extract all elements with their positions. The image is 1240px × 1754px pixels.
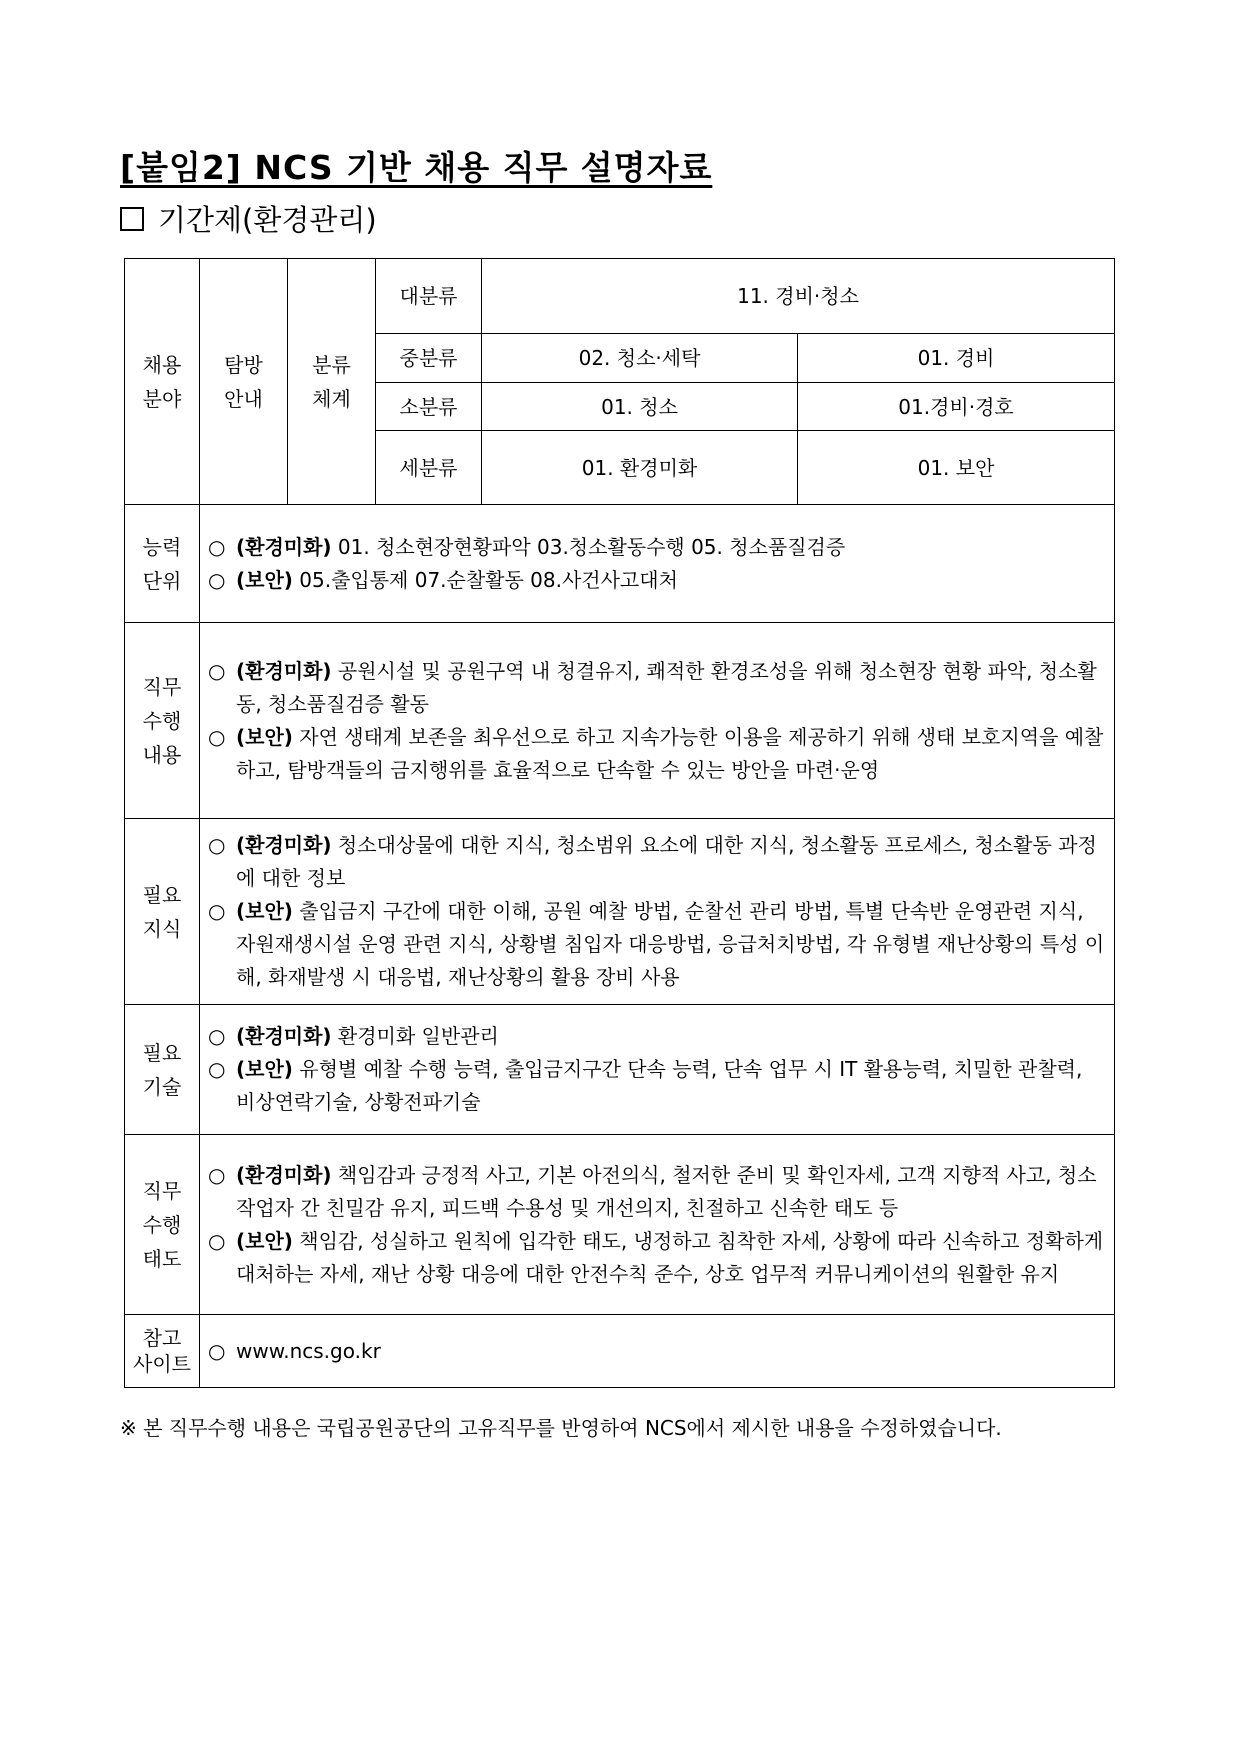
section-heading [120, 198, 377, 239]
item-text [236, 1053, 1106, 1119]
detail-value-cleaning: 01. 환경미화 [482, 431, 798, 505]
job-description-table [124, 258, 1115, 1388]
item-body: 자연 생태계 보존을 최우선으로 하고 지속가능한 이용을 제공하기 위해 생태 보호지역을 예찰하고, 탐방객들의 금지행위를 효율적으로 단속할 수 있는 방안을 마련·운영 [236, 724, 1104, 782]
section-header-text: 참고 사이트 [133, 1326, 191, 1376]
list-item [208, 531, 1106, 564]
section-content-attitude [200, 1135, 1115, 1315]
list-item [208, 655, 1106, 721]
major-value: 11. 경비·청소 [482, 259, 1115, 334]
department: 탐방 안내 [224, 352, 263, 411]
list-item [208, 721, 1106, 787]
item-body: 청소대상물에 대한 지식, 청소범위 요소에 대한 지식, 청소활동 프로세스, 청소활동 과정에 대한 정보 [236, 833, 1097, 890]
list-item [208, 1159, 1106, 1225]
section-row-skills [125, 1005, 1115, 1135]
item-body: 01. 청소현장현황파악 03.청소활동수행 05. 청소품질검증 [331, 534, 846, 559]
circle-bullet-icon: ○ [208, 567, 226, 592]
minor-value-cleaning: 01. 청소 [482, 383, 798, 431]
section-header-text: 필요 지식 [142, 882, 182, 941]
item-body: 책임감과 긍정적 사고, 기본 아전의식, 철저한 준비 및 확인자세, 고객 지향적 사고, 청소 작업자 간 친밀감 유지, 피드백 수용성 및 개선의지, 친절하고 신속한 태도 등 [236, 1162, 1097, 1220]
item-text [236, 1225, 1106, 1291]
circle-bullet-icon: ○ [208, 899, 226, 923]
item-text [236, 1159, 1106, 1225]
item-category-label: (보안) [236, 1228, 293, 1253]
item-category-label: (환경미화) [236, 534, 332, 559]
field-header: 채용 분야 [142, 352, 182, 411]
list-item [208, 1335, 1106, 1368]
section-row-reference [125, 1315, 1115, 1388]
section-header-text: 직무 수행 태도 [142, 1178, 182, 1271]
circle-bullet-icon: ○ [208, 658, 226, 683]
major-label: 대분류 [376, 259, 482, 334]
item-category-label: (환경미화) [236, 658, 332, 683]
item-body: 환경미화 일반관리 [331, 1024, 499, 1048]
item-category-label: (보안) [236, 899, 293, 923]
section-row-knowledge [125, 819, 1115, 1005]
section-content-skills [200, 1005, 1115, 1135]
section-header-ability [125, 505, 200, 623]
list-item [208, 829, 1106, 895]
section-header-attitude [125, 1135, 200, 1315]
item-category-label: (환경미화) [236, 1024, 332, 1048]
item-category-label: (보안) [236, 1057, 293, 1081]
item-text [236, 564, 1106, 597]
item-text [236, 1335, 1106, 1368]
item-body: www.ncs.go.kr [236, 1338, 381, 1363]
item-body: 05.출입통제 07.순찰활동 08.사건사고대처 [292, 567, 678, 592]
list-item [208, 564, 1106, 597]
item-text [236, 1020, 1106, 1053]
item-text [236, 655, 1106, 721]
section-heading-text: 기간제(환경관리) [158, 203, 377, 237]
middle-value-security: 01. 경비 [798, 334, 1115, 383]
detail-label: 세분류 [376, 431, 482, 505]
circle-bullet-icon: ○ [208, 1024, 226, 1048]
minor-value-security: 01.경비·경호 [798, 383, 1115, 431]
section-header-duties [125, 623, 200, 819]
circle-bullet-icon: ○ [208, 833, 226, 857]
circle-bullet-icon: ○ [208, 724, 226, 749]
item-text [236, 721, 1106, 787]
section-content-ability [200, 505, 1115, 623]
middle-value-cleaning: 02. 청소·세탁 [482, 334, 798, 383]
department-cell [200, 259, 288, 505]
circle-bullet-icon: ○ [208, 1162, 226, 1187]
item-text [236, 895, 1106, 994]
list-item [208, 1225, 1106, 1291]
list-item [208, 1053, 1106, 1119]
section-row-duties [125, 623, 1115, 819]
circle-bullet-icon: ○ [208, 1228, 226, 1253]
section-header-text: 능력 단위 [142, 534, 182, 593]
item-body: 공원시설 및 공원구역 내 청결유지, 쾌적한 환경조성을 위해 청소현장 현황 파악, 청소활동, 청소품질검증 활동 [236, 658, 1097, 716]
section-row-ability [125, 505, 1115, 623]
classification-header-cell [288, 259, 376, 505]
circle-bullet-icon: ○ [208, 1057, 226, 1081]
classification-header: 분류 체계 [312, 352, 351, 411]
circle-bullet-icon: ○ [208, 534, 226, 559]
section-content-reference [200, 1315, 1115, 1388]
section-header-reference [125, 1315, 200, 1388]
field-header-cell [125, 259, 200, 505]
item-category-label: (환경미화) [236, 1162, 332, 1187]
item-body: 유형별 예찰 수행 능력, 출입금지구간 단속 능력, 단속 업무 시 IT 활용능력, 치밀한 관찰력, 비상연락기술, 상황전파기술 [236, 1057, 1083, 1114]
section-row-attitude [125, 1135, 1115, 1315]
minor-label: 소분류 [376, 383, 482, 431]
item-text [236, 531, 1106, 564]
item-category-label: (보안) [236, 724, 293, 749]
section-header-text: 직무 수행 내용 [142, 674, 182, 767]
detail-value-security: 01. 보안 [798, 431, 1115, 505]
list-item [208, 1020, 1106, 1053]
list-item [208, 895, 1106, 994]
section-header-knowledge [125, 819, 200, 1005]
item-body: 책임감, 성실하고 원칙에 입각한 태도, 냉정하고 침착한 자세, 상황에 따라 신속하고 정확하게 대처하는 자세, 재난 상황 대응에 대한 안전수칙 준수, 상호 업무적 커뮤니케이션의 원활한 유지 [236, 1228, 1104, 1286]
empty-checkbox-icon [120, 207, 144, 231]
item-body: 출입금지 구간에 대한 이해, 공원 예찰 방법, 순찰선 관리 방법, 특별 단속반 운영관련 지식, 자원재생시설 운영 관련 지식, 상황별 침입자 대응방법, 응급처치방법, 각 유형별 재난상황의 특성 이해, 화재발생 시 대응법, 재난상황의 활용 장비 사용 [236, 899, 1105, 989]
section-header-skills [125, 1005, 200, 1135]
circle-bullet-icon: ○ [208, 1338, 226, 1363]
item-category-label: (보안) [236, 567, 293, 592]
section-content-duties [200, 623, 1115, 819]
document-title: [붙임2] NCS 기반 채용 직무 설명자료 [120, 148, 713, 187]
item-text [236, 829, 1106, 895]
middle-label: 중분류 [376, 334, 482, 383]
section-content-knowledge [200, 819, 1115, 1005]
footnote: ※ 본 직무수행 내용은 국립공원공단의 고유직무를 반영하여 NCS에서 제시한 내용을 수정하였습니다. [120, 1416, 1002, 1440]
item-category-label: (환경미화) [236, 833, 332, 857]
section-header-text: 필요 기술 [142, 1040, 182, 1099]
